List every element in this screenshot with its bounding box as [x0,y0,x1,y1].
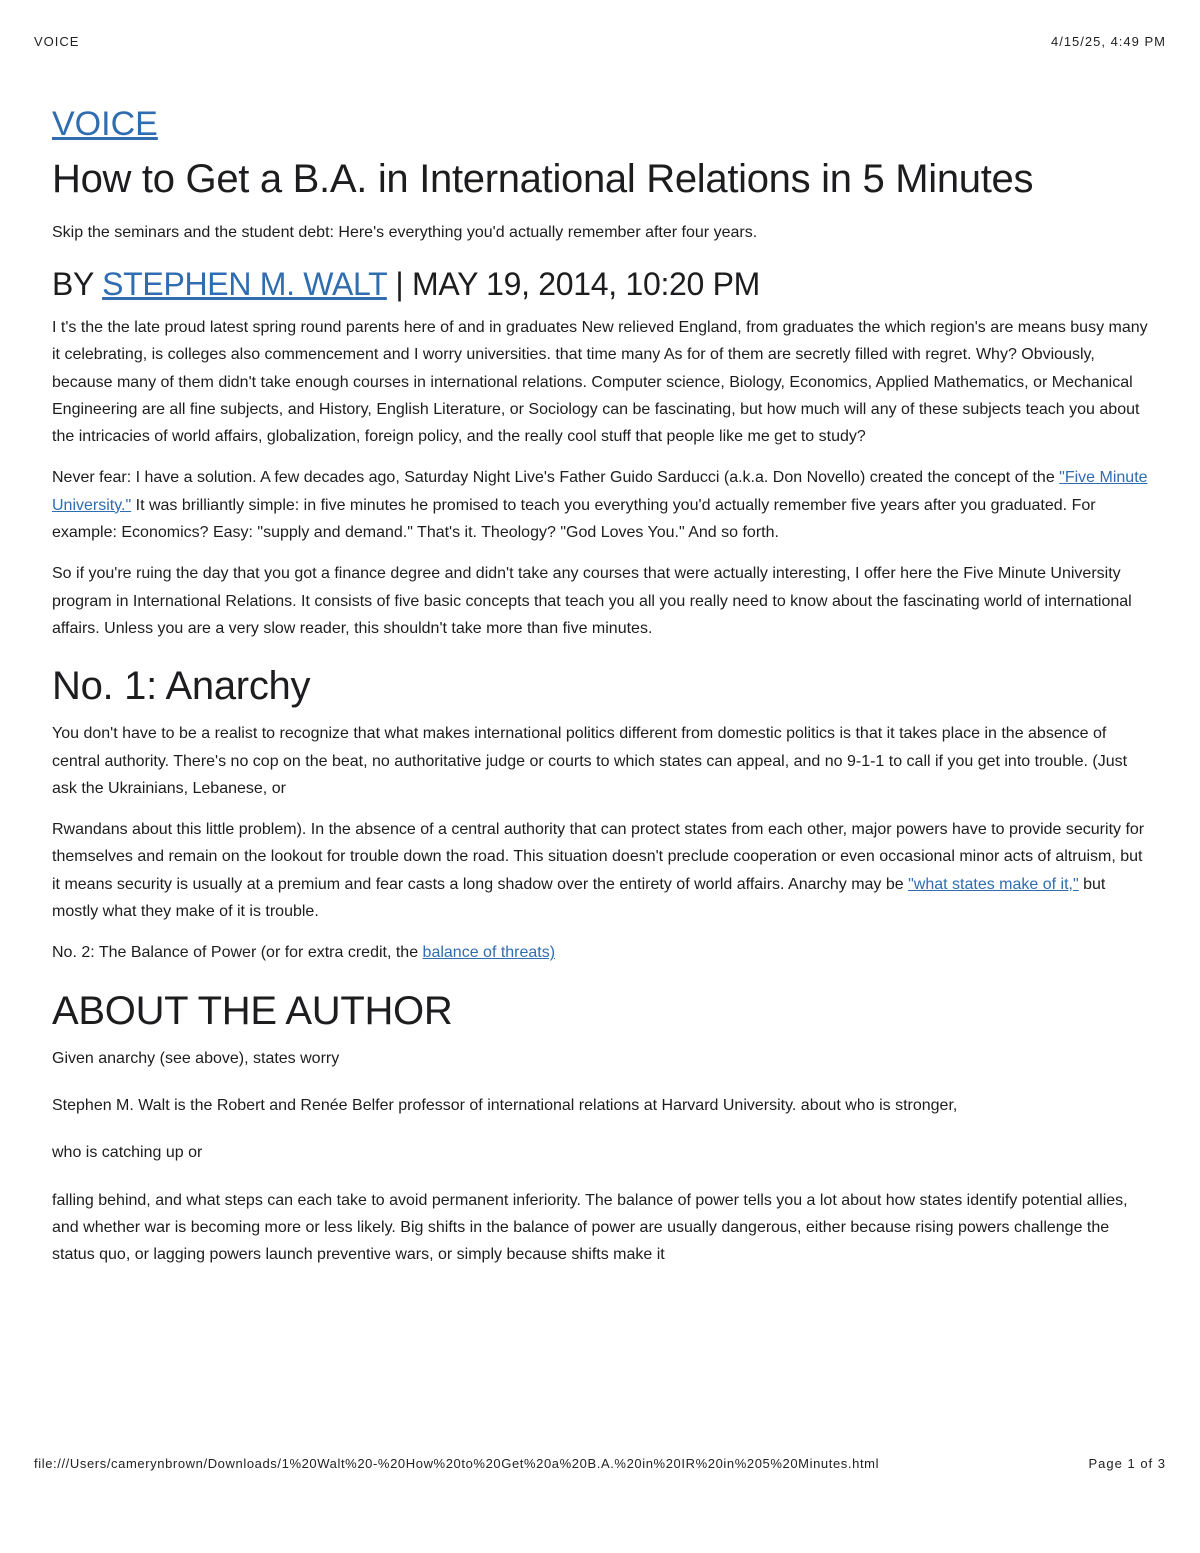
five-minute-university-link[interactable]: "Five Minute University." [52,469,1148,514]
paragraph-text: It was brilliantly simple: in five minutes he promised to teach you everything you'd actually remember five years after you graduated. For example: Economics? Easy: "supply and demand." That's it. Theology? "God Loves You." And so forth. [52,496,1096,542]
byline [52,264,1152,304]
heading-about-the-author: ABOUT THE AUTHOR [52,988,453,1033]
paragraph-text: but mostly what they make of it is trouble. [52,875,1106,921]
article [52,102,1152,1282]
article-dek: Skip the seminars and the student debt: Here's everything you'd actually remember after four years. [52,224,758,241]
print-header-datetime: 4/15/25, 4:49 PM [1050,34,1166,49]
paragraph-anarchy-2 [52,816,1152,925]
balance-of-threats-link[interactable]: balance of threats) [422,944,556,962]
paragraph-falling-behind: falling behind, and what steps can each take to avoid permanent inferiority. The balance of power tells you a lot about how states identify potential allies, and whether war is becoming more or less likely. Big shifts in the balance of power are usually dangerous, either because rising powers challenge the status quo, or lagging powers launch preventive wars, or simply because shifts make it [52,1191,1128,1264]
what-states-make-of-it-link[interactable]: "what states make of it," [908,875,1079,893]
paragraph-given-anarchy: Given anarchy (see above), states worry [52,1049,340,1067]
heading-anarchy: No. 1: Anarchy [52,664,311,709]
paragraph-author-bio: Stephen M. Walt is the Robert and Renée Belfer professor of international relations at Harvard University. about who is stronger, [52,1096,958,1114]
paragraph-catching-up: who is catching up or [52,1144,203,1162]
paragraph-anarchy-1: You don't have to be a realist to recognize that what makes international politics different from domestic politics is that it takes place in the absence of central authority. There's no cop on the beat, no authoritative judge or courts to which states can appeal, and no 9-1-1 to call if you get into trouble. (Just ask the Ukrainians, Lebanese, or [52,725,1128,797]
print-header [34,34,1166,50]
print-footer-page-number: Page 1 of 3 [1088,1456,1166,1471]
paragraph-program: So if you're ruing the day that you got a finance degree and didn't take any courses that were actually interesting, I offer here the Five Minute University program in International Relations. It consists of five basic concepts that teach you all you really need to know about the fascinating world of international affairs. Unless you are a very slow reader, this shouldn't take more than five minutes. [52,565,1132,637]
print-footer [34,1456,1166,1472]
byline-date: | MAY 19, 2014, 10:20 PM [386,266,761,302]
article-title: How to Get a B.A. in International Relations in 5 Minutes [52,157,1034,201]
paragraph-intro: I t's the the late proud latest spring round parents here of and in graduates New relieved England, from graduates the which region's are means busy many it celebrating, is colleges also commencement and I worry universities. that time many As for of them are secretly filled with regret. Why? Obviously, because many of them didn't take enough courses in international relations. Computer science, Biology, Economics, Applied Mathematics, or Mechanical Engineering are all fine subjects, and History, English Literature, or Sociology can be fascinating, but how much will any of these subjects teach you about the intricacies of world affairs, globalization, foreign policy, and the really cool stuff that people like me get to study? [52,319,1148,446]
byline-prefix: BY [52,266,103,302]
print-footer-url: file:///Users/camerynbrown/Downloads/1%20Walt%20-%20How%20to%20Get%20a%20B.A.%20in%20IR%20in%205%20Minutes.html [34,1456,880,1471]
paragraph-text: No. 2: The Balance of Power (or for extra credit, the [52,944,423,962]
author-link[interactable]: STEPHEN M. WALT [102,266,387,302]
paragraph-balance-of-power [52,939,1152,966]
print-header-title: VOICE [34,34,80,49]
section-link-voice[interactable]: VOICE [52,105,158,143]
paragraph-text: Never fear: I have a solution. A few decades ago, Saturday Night Live's Father Guido Sarducci (a.k.a. Don Novello) created the concept of the [52,469,1060,487]
paragraph-five-minute-university [52,464,1152,546]
paragraph-text: Rwandans about this little problem). In the absence of a central authority that can protect states from each other, major powers have to provide security for themselves and remain on the lookout for trouble down the road. This situation doesn't preclude cooperation or even occasional minor acts of altruism, but it means security is usually at a premium and fear casts a long shadow over the entirety of world affairs. Anarchy may be [52,821,1145,893]
